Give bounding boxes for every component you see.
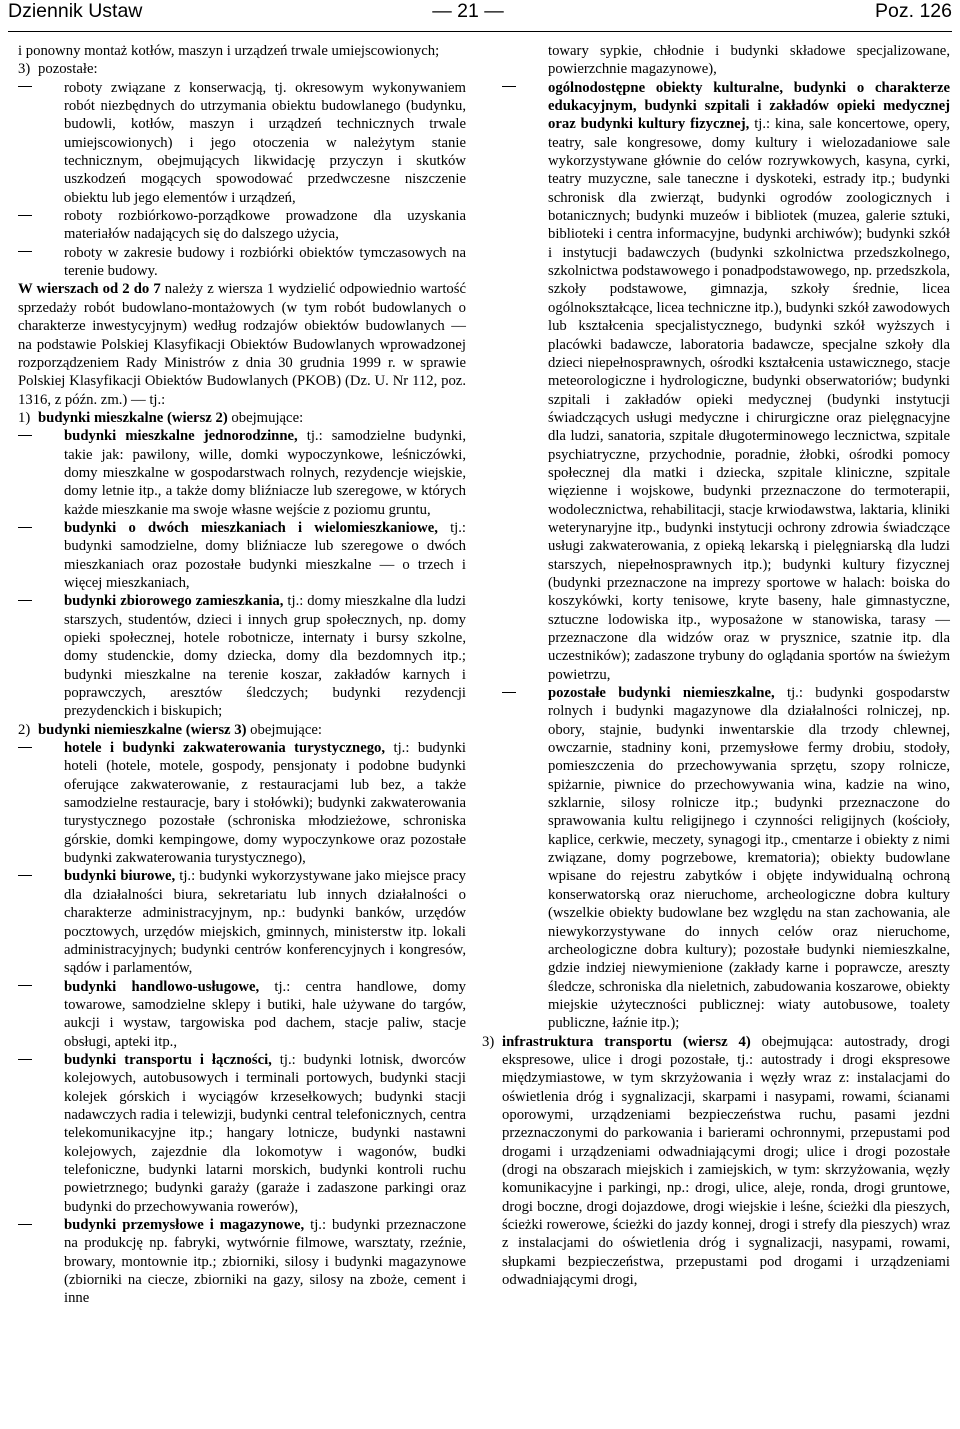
page-header <box>0 0 960 30</box>
section-heading: infrastruktura transportu (wiersz 4) <box>502 1033 751 1050</box>
item-text: tj.: kina, sale koncertowe, opery, teatry, sale kongresowe, domy kultury i wielozadaniowe sale wykorzystywane głównie do celów rozrywkowych, kasyna, cyrki, teatry muzyczne, sale taneczne i dyskoteki, estrady itp.; budynki schronisk dla zwierząt, budynki ogrodów zoologicznych i botanicznych; budynki muzeów i bibliotek (muzea, galerie sztuki, biblioteki i centra informacyjne, budynki archiwów); budynki szkół i instytucji badawczych (budynki szkolnictwa przedszkolnego, szkolnictwa podstawowego i ponadpodstawowego, np. przedszkola, szkoły podstawowe, gimnazja, szkoły średnie, licea ogólnokształcące, licea techniczne itp.), budynki szkół zawodowych lub kształcenia specjalistycznego, budynki szkół wyższych i placówki badawcze, laboratoria badawcze, specjalne szkoły dla dzieci niepełnosprawnych, ośrodki kształcenia ustawicznego, stacje meteorologiczne i hydrologiczne, budynki obserwatoriów; budynki szpitali i zakładów opieki medycznej (budynki instytucji świadczących usługi medyczne i chirurgiczne oraz pielęgnacyjne dla ludzi, sanatoria, szpitale długoterminowego lecznictwa, szpitale psychiatryczne, przychodnie, poradnie, żłobki, ośrodki pomocy społecznej dla matki i dziecka, szpitale kliniczne, szpitale więzienne i wojskowe, budynki przeznaczone do termoterapii, wodolecznictwa, rehabilitacji, stacje krwiodawstwa, laktaria, kliniki weterynaryjne itp., budynki instytucji ochrony zdrowia świadczące usługi zakwaterowania, z opieką lekarską i pielęgniarską dla ludzi starszych, niepełnosprawnych itp.); budynki kultury fizycznej (budynki przeznaczone na imprezy sportowe w halach: boiska do koszykówki, korty tenisowe, kryte baseny, hale gimnastyczne, sztuczne lodowiska itp., wyposażone w stanowiska, tarasy — przeznaczone dla widzów oraz w prysznice, szatnie itp. dla uczestników); zadaszone trybuny do oglądania sportów na świeżym powietrzu, <box>548 116 950 683</box>
dash-bullet <box>18 244 58 262</box>
item-text: tj.: centra handlowe, domy towarowe, samodzielne sklepy i butiki, hale używane do targów, aukcji i wystaw, targowiska pod dachem, stacje paliw, stacje obsługi, apteki itp., <box>64 978 466 1050</box>
list-number: 3) <box>18 61 31 78</box>
dash-item <box>18 244 466 281</box>
dash-item <box>18 592 466 720</box>
page-number: — 21 — <box>432 0 504 22</box>
list-number: 3) <box>482 1033 495 1050</box>
position-number: Poz. 126 <box>875 0 952 22</box>
paragraph-text: należy z wiersza 1 wydzielić odpowiednio wartość sprzedaży robót budowlano-montażowych (w tym robót budowlanych o charakterze inwestycyjnym) według rodzajów obiektów budowlanych — na podstawie Polskiej Klasyfikacji Obiektów Budowlanych wprowadzonej rozporządzeniem Rady Ministrów z dnia 30 grudnia 1999 r. w sprawie Polskiej Klasyfikacji Obiektów Budowlanych (PKOB) (Dz. U. Nr 112, poz. 1316, z późn. zm.) — tj.: <box>18 281 466 408</box>
item-text: tj.: budynki samodzielne, domy bliźniacze lub szeregowe o dwóch mieszkaniach oraz pozostałe budynki mieszkalne — o trzech i więcej mieszkaniach, <box>64 519 466 591</box>
dash-item <box>18 1051 466 1216</box>
dash-item <box>18 978 466 1051</box>
dash-bullet <box>18 1216 58 1234</box>
dash-item-text: roboty w zakresie budowy i rozbiórki obiektów tymczasowych na terenie budowy. <box>64 244 466 280</box>
item-heading: budynki transportu i łączności, <box>64 1051 272 1068</box>
dash-item <box>502 79 950 684</box>
journal-title: Dziennik Ustaw <box>8 0 143 22</box>
dash-item <box>18 1216 466 1308</box>
text-continuation: i ponowny montaż kotłów, maszyn i urządzeń trwale umiejscowionych; <box>18 43 440 59</box>
dash-item-text: roboty związane z konserwacją, tj. okresowym wykonywaniem robót niezbędnych do utrzymania obiektu budowlanego (budynku, budowli, kotłów, maszyn i urządzeń technicznych trwale umiejscowionych) i jego otoczenia w należytym stanie technicznym, obejmujących likwidację przyczyn i skutków uszkodzeń mogących spowodować przedwczesne niszczenie obiektu lub jego elementów i urządzeń, <box>64 79 466 206</box>
text-continuation: towary sypkie, chłodnie i budynki składowe specjalizowane, powierzchnie magazynowe), <box>548 43 950 78</box>
section-3 <box>482 1033 950 1290</box>
dash-item <box>18 867 466 977</box>
section-2 <box>18 721 466 739</box>
section-text: obejmujące: <box>227 409 304 426</box>
dash-item <box>18 519 466 592</box>
dash-bullet <box>18 592 58 610</box>
dash-bullet <box>18 207 58 225</box>
item-heading: budynki biurowe, <box>64 868 176 885</box>
dash-item <box>18 207 466 244</box>
item-text: tj.: budynki przeznaczone na produkcję np. fabryki, wytwórnie filmowe, warsztaty, rzeźnie, browary, montownie itp.; zbiorniki, silosy i budynki magazynowe (zbiorniki na ciecze, zbiorniki na gazy, silosy na zboże, cement i inne <box>64 1217 466 1307</box>
dash-item <box>18 427 466 519</box>
section-heading: budynki niemieszkalne (wiersz 3) <box>38 721 247 738</box>
item-text: tj.: domy mieszkalne dla ludzi starszych, studentów, dzieci i innych grup społecznych, np. domy opieki społecznej, hotele robotnicze, internaty i bursy szkolne, domy studenckie, domy dziecka, domy dla bezdomnych itp.; budynki mieszkalne na terenie koszar, zakładów karnych i poprawczych, aresztów śledczych; budynki rezydencji prezydenckich i biskupich; <box>64 593 467 720</box>
section-text: obejmująca: autostrady, drogi ekspresowe, ulice i drogi pozostałe, tj.: autostrady i drogi ekspresowe międzymiastowe, w tym skrzyżowania i węzły wraz z: instalacjami do oświetlenia dróg i sygnalizacji, skarpami i nasypami, rowami, ścianami oporowymi, urządzeniami bezpieczeństwa ruchu, pasami jezdni przeznaczonymi do parkowania i barierami ochronnymi, przepustami pod drogami i urządzeniami odwadniającymi drogi; ulice i drogi pozostałe (drogi na obszarach miejskich i zamiejskich, w tym: skrzyżowania, węzły komunikacyjne i parkingi, np.: drogi, ulice, aleje, ronda, drogi gruntowe, drogi boczne, drogi dojazdowe, drogi wiejskie i leśne, ścieżki dla pieszych, ścieżki rowerowe, ścieżki do jazdy konnej, drogi i strefy dla pieszych) wraz z instalacjami do oświetlenia dróg i sygnalizacji, nasypami, rowami, słupkami bezpieczeństwa, przepustami pod drogami i urządzeniami odwadniającymi drogi, <box>502 1033 950 1289</box>
dash-bullet <box>18 739 58 757</box>
section-text: obejmujące: <box>246 721 322 738</box>
section-heading: budynki mieszkalne (wiersz 2) <box>38 409 228 426</box>
item-heading: budynki zbiorowego zamieszkania, <box>64 593 284 610</box>
item-heading: budynki handlowo-usługowe, <box>64 978 260 995</box>
dash-bullet <box>18 867 58 885</box>
header-rule <box>8 31 952 32</box>
dash-item <box>502 684 950 1033</box>
list-item-text: pozostałe: <box>38 61 98 78</box>
dash-bullet <box>502 684 542 702</box>
dash-item <box>18 79 466 207</box>
item-heading: ogólnodostępne obiekty kulturalne, budynki o charakterze edukacyjnym, budynki szpitali i zakładów opieki medycznej oraz budynki kultury fizycznej, <box>548 79 950 133</box>
item-text: tj.: budynki gospodarstw rolnych i budynki magazynowe dla działalności rolniczej, np. obory, stajnie, budynki inwentarskie dla trzody chlewnej, owczarnie, stadniny koni, przemysłowe fermy drobiu, stodoły, pomieszczenia do przechowywania sprzętu, szopy rolnicze, spiżarnie, piwnice do przechowywania wina, kadzie na wino, szklarnie, silosy rolnicze itp.; budynki przeznaczone do sprawowania kultu religijnego i czynności religijnych (kościoły, kaplice, cerkwie, meczety, synagogi itp., cmentarze i obiekty z nimi związane, domy pogrzebowe, krematoria); obiekty budowlane wpisane do rejestru zabytków i objęte indywidualną ochroną konserwatorską oraz nieruchome, archeologiczne dobra kultury (wszelkie obiekty budowlane bez względu na stan zachowania, ale niewykorzystywane do innych celów oraz nieruchome, archeologiczne dobra kultury); pozostałe budynki niemieszkalne, gdzie indziej niewymienione (zakłady karne i poprawcze, areszty śledcze, schroniska dla nieletnich, zabudowania koszarowe, obiekty miejskie użyteczności publicznej: wiaty autobusowe, toalety publiczne, łaźnie itp.); <box>548 685 950 1032</box>
item-text: tj.: samodzielne budynki, takie jak: pawilony, wille, domki wypoczynkowe, leśniczówki, domy mieszkalne w gospodarstwach rolnych, rezydencje wiejskie, domy letnie itp., a także domy bliźniacze lub szeregowe, w których każde mieszkanie ma swoje własne wejście z poziomu gruntu, <box>64 428 466 518</box>
dash-item-text: roboty rozbiórkowo-porządkowe prowadzone dla uzyskania materiałów nadających się do dalszego użycia, <box>64 208 466 243</box>
list-number: 2) <box>18 721 31 738</box>
dash-bullet <box>18 79 58 97</box>
item-text: tj.: budynki lotnisk, dworców kolejowych, autobusowych i terminali portowych, budynki stacji kolejek górskich i wyciągów krzesełkowych; budynki stacji nadawczych radia i telewizji, budynki central telefonicznych, centra telekomunikacyjne itp.; hangary lotnicze, budynki nastawni kolejowych, zajezdnie dla lokomotyw i wagonów, budki telefoniczne, budynki latarni morskich, budynki kontroli ruchu powietrznego; budynki garaży (garaże i zadaszone parkingi oraz budynki do przechowywania rowerów), <box>64 1051 466 1215</box>
item-text: tj.: budynki hoteli (hotele, motele, gospody, pensjonaty i podobne budynki oferujące zakwaterowanie, z restauracjami lub bez, a także samodzielne restauracje, bary i stołówki); budynki zakwaterowania turystycznego pozostałe (schroniska młodzieżowe, schroniska górskie, domki kempingowe, domy wypoczynkowe oraz pozostałe budynki zakwaterowania turystycznego), <box>64 740 466 867</box>
item-heading: budynki o dwóch mieszkaniach i wielomieszkaniowe, <box>64 519 438 536</box>
list-item-3 <box>18 60 466 78</box>
item-heading: pozostałe budynki niemieszkalne, <box>548 685 775 702</box>
dash-item <box>18 739 466 867</box>
paragraph-rows-2-7 <box>18 280 466 408</box>
bold-lead: W wierszach od 2 do 7 <box>18 281 161 298</box>
dash-bullet <box>502 79 542 97</box>
item-heading: budynki mieszkalne jednorodzinne, <box>64 428 298 445</box>
left-column <box>18 42 466 1308</box>
item-heading: budynki przemysłowe i magazynowe, <box>64 1217 305 1233</box>
right-column <box>482 42 950 1289</box>
section-1 <box>18 409 466 427</box>
dash-bullet <box>18 978 58 996</box>
list-number: 1) <box>18 409 31 426</box>
dash-bullet <box>18 519 58 537</box>
dash-bullet <box>18 1051 58 1069</box>
item-text: tj.: budynki wykorzystywane jako miejsce pracy dla działalności biura, sekretariatu lub innych działalności o charakterze administracyjnym, np.: budynki banków, urzędów pocztowych, urzędów miejskich, gminnych, ministerstw itp. lokali administracyjnych; budynki centrów konferencyjnych i kongresów, sądów i parlamentów, <box>64 868 466 977</box>
item-heading: hotele i budynki zakwaterowania turystycznego, <box>64 740 386 757</box>
dash-bullet <box>18 427 58 445</box>
